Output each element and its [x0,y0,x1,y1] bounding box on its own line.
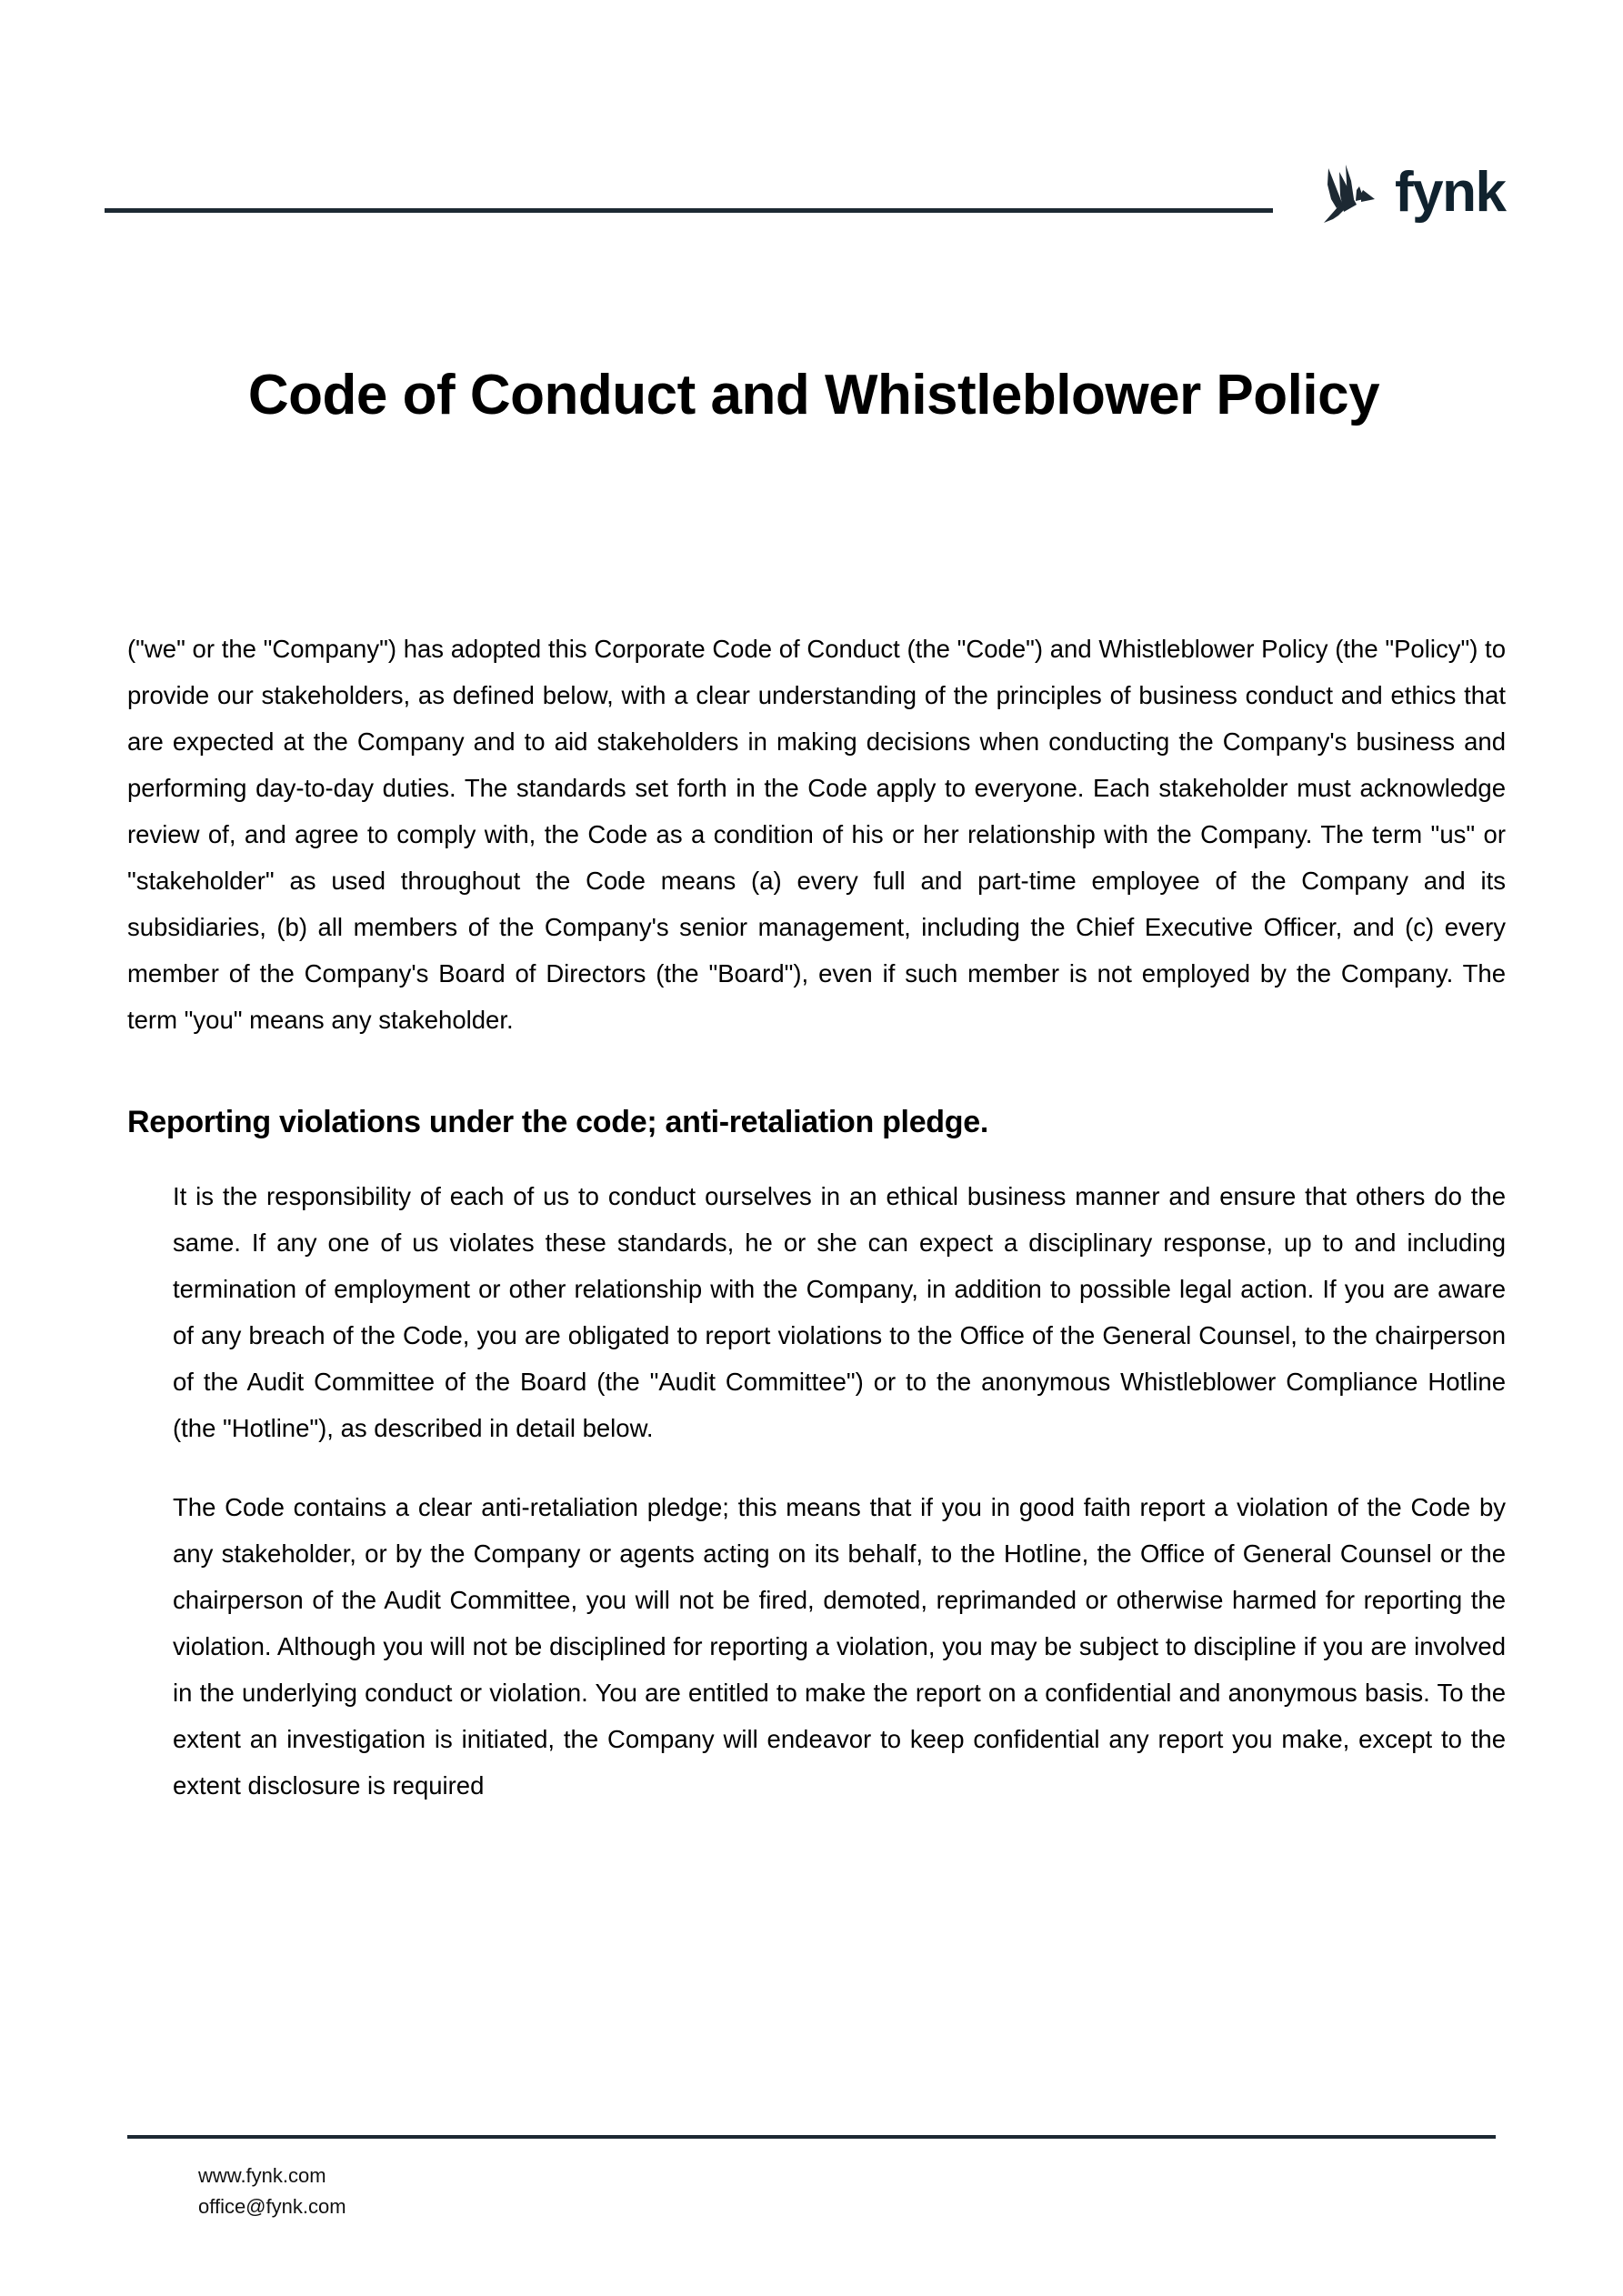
section-body-reporting-violations [127,1173,1506,1809]
document-footer [127,2135,1496,2222]
footer-contact-block [127,2161,1496,2222]
fynk-wordmark: fynk [1395,161,1506,224]
footer-website[interactable]: www.fynk.com [198,2164,326,2187]
document-header [105,145,1541,236]
footer-email[interactable]: office@fynk.com [198,2195,346,2218]
document-body [127,626,1506,1809]
header-divider-rule [105,208,1273,213]
section-paragraph: The Code contains a clear anti-retaliation pledge; this means that if you in good faith report a violation of the Code by any stakeholder, or by the Company or agents acting on its behalf, to the Hotline, the Office of General Counsel or the chairperson of the Audit Committee, you will not be fired, demoted, reprimanded or otherwise harmed for reporting the violation. Although you will not be disciplined for reporting a violation, you may be subject to discipline if you are involved in the underlying conduct or violation. You are entitled to make the report on a confidential and anonymous basis. To the extent an investigation is initiated, the Company will endeavor to keep confidential any report you make, except to the extent disclosure is required [173,1492,1506,1800]
lead-paragraph: ("we" or the "Company") has adopted this Corporate Code of Conduct (the "Code") and Whistleblower Policy (the "Policy") to provide our stakeholders, as defined below, with a clear understanding of the principles of business conduct and ethics that are expected at the Company and to aid stakeholders in making decisions when conducting the Company's business and performing day-to-day duties. The standards set forth in the Code apply to everyone. Each stakeholder must acknowledge review of, and agree to comply with, the Code as a condition of his or her relationship with the Company. The term "us" or "stakeholder" as used throughout the Code means (a) every full and part-time employee of the Company and its subsidiaries, (b) all members of the Company's senior management, including the Chief Executive Officer, and (c) every member of the Company's Board of Directors (the "Board"), even if such member is not employed by the Company. The term "you" means any stakeholder. [127,635,1506,1034]
document-title: Code of Conduct and Whistleblower Policy [247,363,1380,426]
section-heading-reporting-violations: Reporting violations under the code; anti-retaliation pledge. [127,1105,988,1139]
brand-logo [1311,159,1505,226]
fynk-origami-bird-icon [1311,159,1384,226]
section-paragraph: It is the responsibility of each of us to conduct ourselves in an ethical business manner and ensure that others do the same. If any one of us violates these standards, he or she can expect a disciplinary response, up to and including termination of employment or other relationship with the Company, in addition to possible legal action. If you are aware of any breach of the Code, you are obligated to report violations to the Office of the General Counsel, to the chairperson of the Audit Committee of the Board (the "Audit Committee") or to the anonymous Whistleblower Compliance Hotline (the "Hotline"), as described in detail below. [173,1181,1506,1442]
footer-divider-rule [127,2135,1496,2139]
